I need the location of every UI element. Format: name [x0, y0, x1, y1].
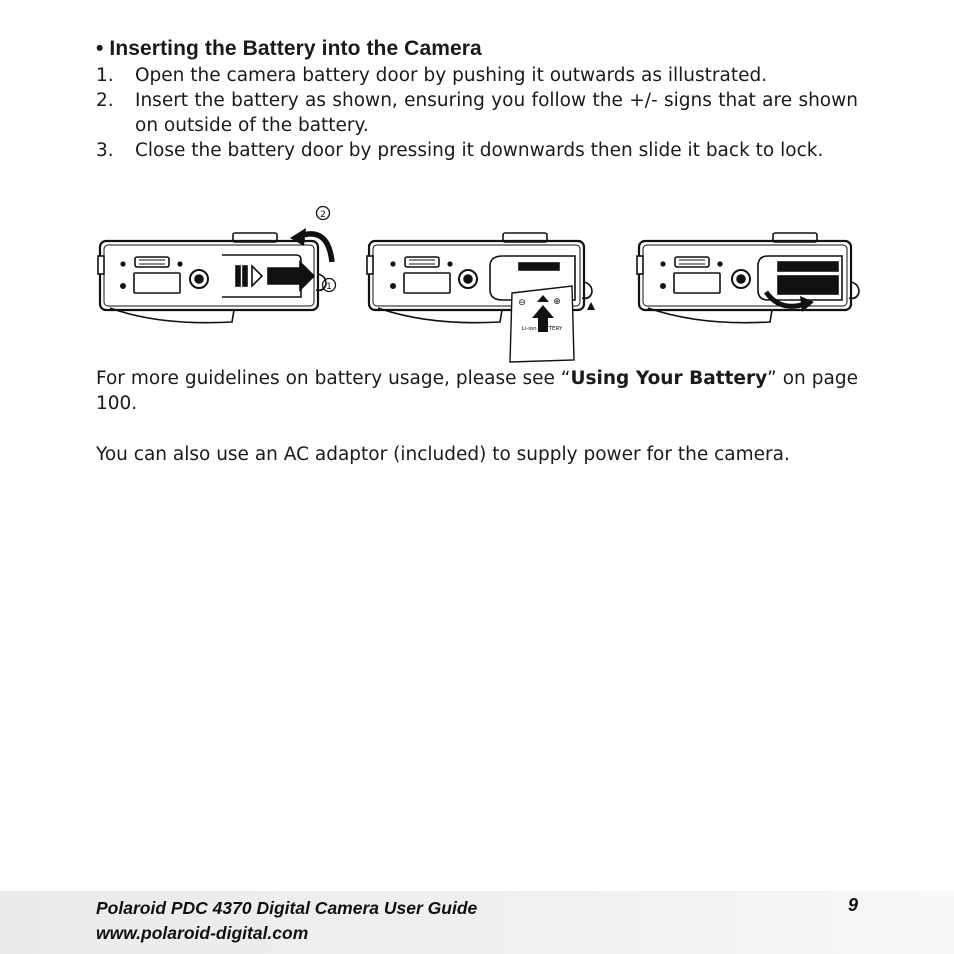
- step-number: 2.: [96, 90, 114, 111]
- step-text: Open the camera battery door by pushing it outwards as illustrated.: [135, 65, 768, 86]
- battery-insertion-illustration: [96, 198, 866, 368]
- page-footer: [0, 891, 954, 954]
- step-text: Close the battery door by pressing it downwards then slide it back to lock.: [135, 140, 824, 161]
- guidelines-text-after: ” on page 100.: [96, 368, 858, 414]
- svg-text:1: 1: [326, 282, 332, 292]
- guidelines-reference-link[interactable]: Using Your Battery: [570, 368, 768, 389]
- step-number: 1.: [96, 65, 114, 86]
- heading-bullet: •: [96, 37, 104, 60]
- instruction-list: [96, 63, 858, 163]
- page-number: 9: [847, 895, 858, 915]
- battery-minus-sign: ⊖: [518, 298, 526, 308]
- section-heading: [96, 37, 482, 61]
- instruction-step: [96, 63, 858, 88]
- camera-door-closing-illustration: [637, 233, 859, 323]
- instruction-step: [96, 138, 858, 163]
- ac-adaptor-paragraph: You can also use an AC adaptor (included) to supply power for the camera.: [96, 444, 790, 465]
- step-number: 3.: [96, 140, 114, 161]
- battery-label: Li-ion BATTERY: [521, 326, 563, 332]
- battery-guidelines-paragraph: [96, 366, 858, 416]
- battery-plus-sign: ⊕: [553, 297, 561, 307]
- heading-title: Inserting the Battery into the Camera: [109, 37, 482, 60]
- step-text: Insert the battery as shown, ensuring you follow the +/- signs that are shown on outside of the battery.: [135, 90, 858, 136]
- camera-door-opening-illustration: [98, 207, 336, 323]
- footer-guide-title: Polaroid PDC 4370 Digital Camera User Guide: [96, 898, 478, 918]
- guidelines-text-before: For more guidelines on battery usage, please see “: [96, 368, 571, 389]
- svg-text:2: 2: [320, 210, 326, 220]
- camera-battery-inserting-illustration: [367, 233, 595, 362]
- footer-website-url[interactable]: www.polaroid-digital.com: [96, 923, 309, 943]
- instruction-step: [96, 88, 858, 138]
